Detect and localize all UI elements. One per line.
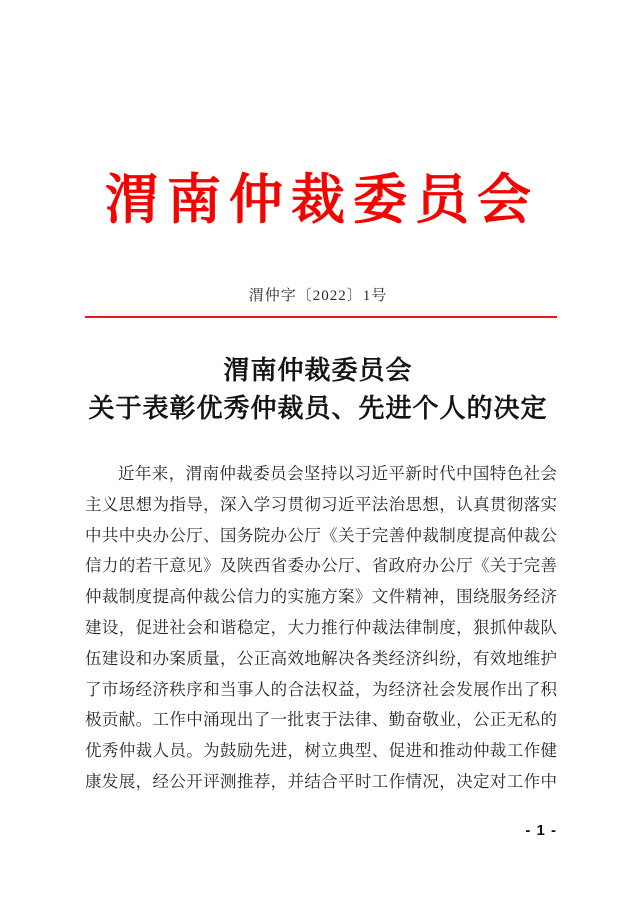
body-line: 信力的若干意见》及陕西省委办公厅、省政府办公厅《关于完善 — [85, 556, 557, 576]
document-title-line-1: 渭南仲裁委员会 — [223, 356, 413, 385]
body-line: 优秀仲裁人员。为鼓励先进，树立典型、促进和推动仲裁工作健 — [85, 741, 557, 761]
document-title-line-2: 关于表彰优秀仲裁员、先进个人的决定 — [88, 394, 548, 423]
body-line: 伍建设和办案质量，公正高效地解决各类经济纠纷，有效地维护 — [85, 648, 557, 668]
body-line: 建设，促进社会和谐稳定，大力推行仲裁法律制度，狠抓仲裁队 — [85, 617, 557, 637]
body-line: 主义思想为指导，深入学习贯彻习近平法治思想，认真贯彻落实 — [85, 494, 557, 514]
document-title — [0, 352, 636, 428]
red-divider-line — [85, 316, 557, 318]
body-line: 极贡献。工作中涌现出了一批衷于法律、勤奋敬业，公正无私的 — [85, 710, 557, 730]
body-line: 了市场经济秩序和当事人的合法权益，为经济社会发展作出了积 — [85, 679, 557, 699]
body-line: 仲裁制度提高仲裁公信力的实施方案》文件精神，围绕服务经济 — [85, 587, 557, 607]
body-line: 近年来，渭南仲裁委员会坚持以习近平新时代中国特色社会 — [118, 464, 557, 483]
document-number: 渭仲字〔2022〕1号 — [248, 288, 388, 304]
body-line: 中共中央办公厅、国务院办公厅《关于完善仲裁制度提高仲裁公 — [85, 525, 557, 545]
agency-header-title: 渭南仲裁委员会 — [105, 170, 539, 230]
page-number: - 1 - — [525, 822, 557, 839]
body-line: 康发展，经公开评测推荐，并结合平时工作情况，决定对工作中 — [85, 771, 557, 791]
document-body-paragraph — [85, 459, 557, 798]
